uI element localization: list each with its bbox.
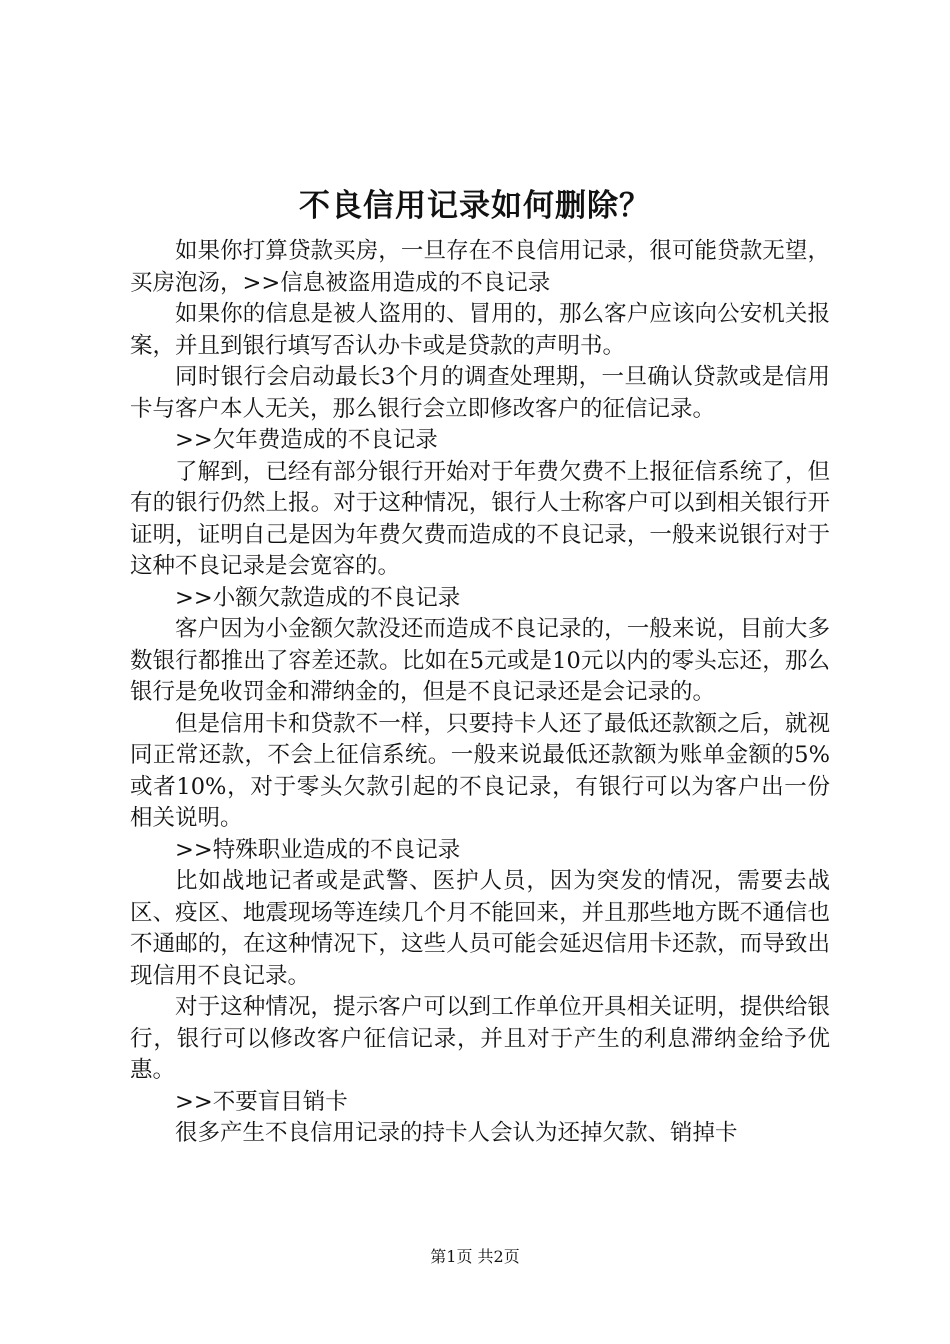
paragraph: 如果你打算贷款买房，一旦存在不良信用记录，很可能贷款无望，买房泡汤，>>信息被盗用造成的不良记录 <box>130 238 830 296</box>
paragraph: 如果你的信息是被人盗用的、冒用的，那么客户应该向公安机关报案，并且到银行填写否认办卡或是贷款的声明书。 <box>130 301 830 359</box>
section-heading: >>小额欠款造成的不良记录 <box>175 584 461 611</box>
section-heading: >>欠年费造成的不良记录 <box>175 427 438 453</box>
paragraph: 客户因为小金额欠款没还而造成不良记录的，一般来说，目前大多数银行都推出了容差还款。比如在5元或是10元以内的零头忘还，那么银行是免收罚金和滞纳金的，但是不良记录还是会记录的。 <box>130 616 830 705</box>
document-title: 不良信用记录如何删除？ <box>299 188 651 224</box>
section-heading: >>不要盲目销卡 <box>175 1088 348 1115</box>
paragraph: 了解到，已经有部分银行开始对于年费欠费不上报征信系统了，但有的银行仍然上报。对于这种情况，银行人士称客户可以到相关银行开证明，证明自己是因为年费欠费而造成的不良记录，一般来说银行对于这种不良记录是会宽容的。 <box>130 458 830 579</box>
document-body <box>130 236 830 1150</box>
page-number-footer: 第1页 共2页 <box>430 1247 520 1266</box>
paragraph: 对于这种情况，提示客户可以到工作单位开具相关证明，提供给银行，银行可以修改客户征信记录，并且对于产生的利息滞纳金给予优惠。 <box>130 994 830 1083</box>
paragraph: 很多产生不良信用记录的持卡人会认为还掉欠款、销掉卡 <box>175 1120 738 1146</box>
paragraph: 但是信用卡和贷款不一样，只要持卡人还了最低还款额之后，就视同正常还款，不会上征信系统。一般来说最低还款额为账单金额的5%或者10%，对于零头欠款引起的不良记录，有银行可以为客户出一份相关说明。 <box>130 710 830 831</box>
paragraph: 同时银行会启动最长3个月的调查处理期，一旦确认贷款或是信用卡与客户本人无关，那么银行会立即修改客户的征信记录。 <box>130 364 830 422</box>
section-heading: >>特殊职业造成的不良记录 <box>175 836 461 863</box>
paragraph: 比如战地记者或是武警、医护人员，因为突发的情况，需要去战区、疫区、地震现场等连续几个月不能回来，并且那些地方既不通信也不通邮的，在这种情况下，这些人员可能会延迟信用卡还款，而导致出现信用不良记录。 <box>130 868 830 989</box>
